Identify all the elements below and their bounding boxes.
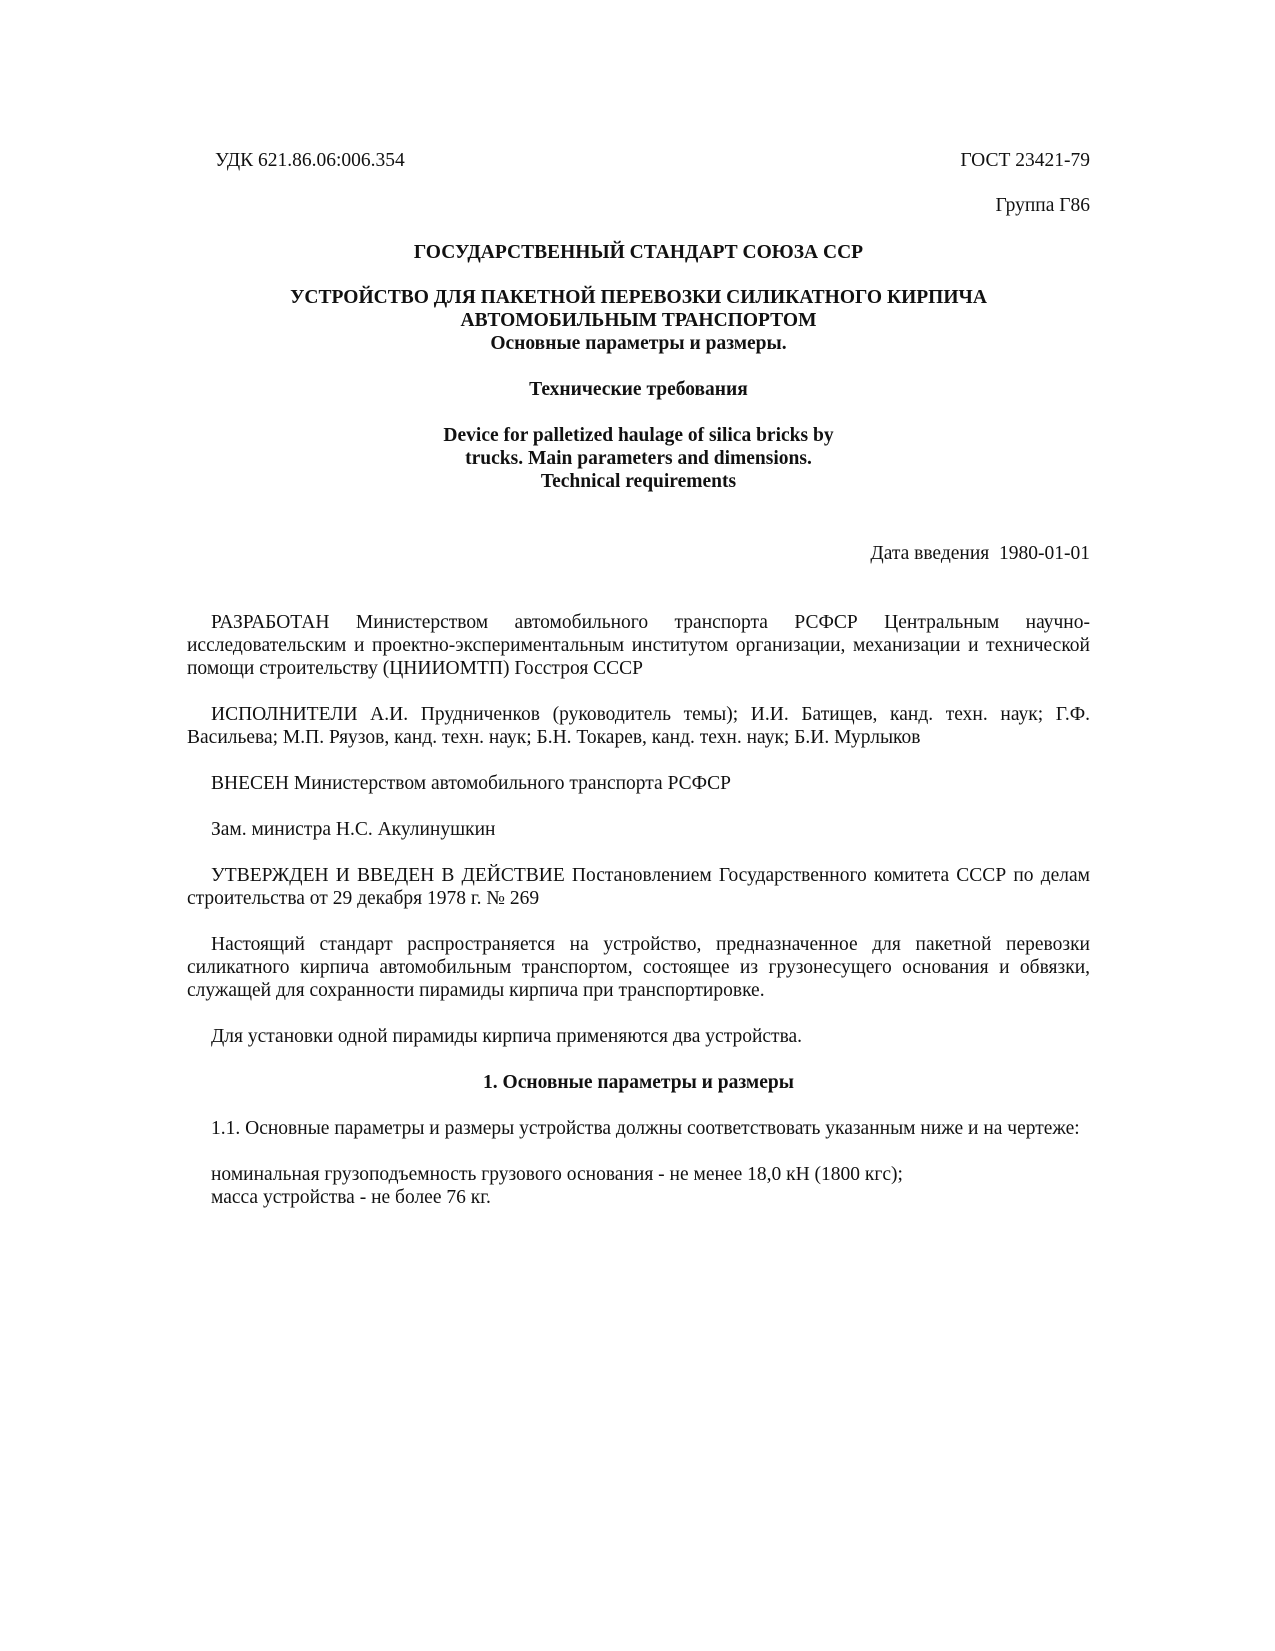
title-line-1: УСТРОЙСТВО ДЛЯ ПАКЕТНОЙ ПЕРЕВОЗКИ СИЛИКАТНОГО КИРПИЧА xyxy=(290,287,987,308)
tech-requirements-heading: Технические требования xyxy=(529,379,748,400)
introduced-by-paragraph: ВНЕСЕН Министерством автомобильного транспорта РСФСР xyxy=(211,773,731,794)
usage-paragraph: Для установки одной пирамиды кирпича применяются два устройства. xyxy=(211,1026,803,1047)
group-code: Группа Г86 xyxy=(995,195,1090,216)
clause-1-1: 1.1. Основные параметры и размеры устройства должны соответствовать указанным ниже и на чертеже: xyxy=(211,1118,1080,1139)
scope-paragraph: Настоящий стандарт распространяется на устройство, предназначенное для пакетной перевозки силикатного кирпича автомобильным транспортом, состоящее из грузонесущего основания и обвязки, служащей для сохранности пирамиды кирпича при транспортировке. xyxy=(187,934,1090,1001)
deputy-minister-paragraph: Зам. министра Н.С. Акулинушкин xyxy=(211,819,496,840)
english-title-line-3: Technical requirements xyxy=(540,471,737,492)
approved-paragraph: УТВЕРЖДЕН И ВВЕДЕН В ДЕЙСТВИЕ Постановлением Государственного комитета СССР по делам строительства от 29 декабря 1978 г. № 269 xyxy=(187,865,1090,909)
device-mass-line: масса устройства - не более 76 кг. xyxy=(211,1187,491,1208)
section-1-heading: 1. Основные параметры и размеры xyxy=(483,1072,794,1093)
nominal-capacity-line: номинальная грузоподъемность грузового основания - не менее 18,0 кН (1800 кгс); xyxy=(211,1164,903,1185)
document-page xyxy=(187,0,1090,1651)
executors-paragraph: ИСПОЛНИТЕЛИ А.И. Прудниченков (руководитель темы); И.И. Батищев, канд. техн. наук; Г.Ф. Васильева; М.П. Ряузов, канд. техн. наук; Б.Н. Токарев, канд. техн. наук; Б.И. Мурлыков xyxy=(187,704,1090,748)
english-title-line-1: Device for palletized haulage of silica bricks by xyxy=(443,425,834,446)
english-title xyxy=(187,424,1090,493)
title-subtitle: Основные параметры и размеры. xyxy=(490,333,787,354)
state-standard-heading: ГОСУДАРСТВЕННЫЙ СТАНДАРТ СОЮЗА ССР xyxy=(413,242,864,263)
gost-number: ГОСТ 23421-79 xyxy=(960,150,1090,171)
udk-code: УДК 621.86.06:006.354 xyxy=(215,150,405,171)
developed-by-paragraph: РАЗРАБОТАН Министерством автомобильного транспорта РСФСР Центральным научно-исследовательским и проектно-экспериментальным институтом организации, механизации и технической помощи строительству (ЦНИИОМТП) Госстроя СССР xyxy=(187,612,1090,679)
title-line-2: АВТОМОБИЛЬНЫМ ТРАНСПОРТОМ xyxy=(460,310,817,331)
introduction-date: Дата введения 1980-01-01 xyxy=(870,543,1090,564)
document-title xyxy=(187,286,1090,355)
english-title-line-2: trucks. Main parameters and dimensions. xyxy=(465,448,812,469)
